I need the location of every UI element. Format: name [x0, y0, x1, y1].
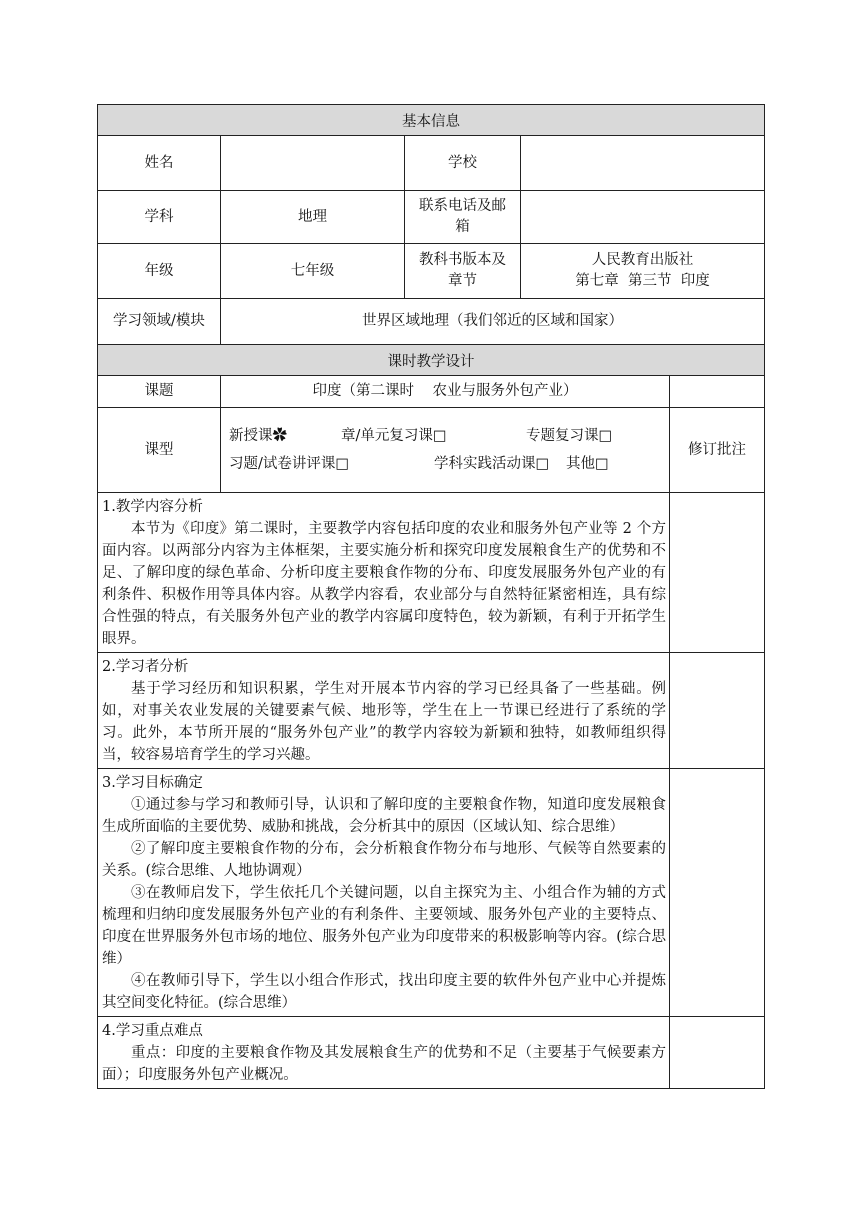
- school-label: 学校: [405, 136, 521, 191]
- domain-row: [98, 299, 765, 345]
- name-school-row: [98, 136, 765, 191]
- revision-cell[interactable]: [670, 493, 765, 653]
- learner-analysis-section: [98, 653, 670, 769]
- type-option-unit-review[interactable]: 章/单元复习课□: [341, 428, 447, 444]
- key-points-section: [98, 1017, 670, 1089]
- revision-cell[interactable]: [670, 769, 765, 1017]
- section-row-4: [98, 1017, 765, 1089]
- section-title: 2.学习者分析: [102, 659, 189, 675]
- topic-value: 印度（第二课时 农业与服务外包产业）: [221, 376, 670, 408]
- name-label: 姓名: [98, 136, 221, 191]
- section-paragraph: ②了解印度主要粮食作物的分布，会分析粮食作物分布与地形、气候等自然要素的关系。(综合思维、人地协调观）: [102, 841, 666, 879]
- revision-label: 修订批注: [670, 408, 765, 493]
- topic-blank-cell: [670, 376, 765, 408]
- subject-value: 地理: [221, 191, 405, 244]
- type-option-exercise[interactable]: 习题/试卷讲评课□: [229, 456, 350, 472]
- type-row: [98, 408, 765, 493]
- type-option-other[interactable]: 其他□: [566, 456, 609, 472]
- textbook-publisher: 人民教育出版社: [591, 252, 694, 268]
- type-option-practice[interactable]: 学科实践活动课□: [434, 456, 550, 472]
- type-option-topic-review[interactable]: 专题复习课□: [526, 428, 613, 444]
- basic-info-header: 基本信息: [98, 105, 765, 136]
- section-paragraph: 基于学习经历和知识积累，学生对开展本节内容的学习已经具备了一些基础。例如，对事关农业发展的关键要素气候、地形等，学生在上一节课已经进行了系统的学习。此外，本节所开展的“服务外包产业”的教学内容较为新颖和独特，如教师组织得当，较容易培育学生的学习兴趣。: [102, 681, 666, 763]
- basic-info-header-row: [98, 105, 765, 136]
- school-value[interactable]: [521, 136, 765, 191]
- contact-label: 联系电话及邮箱: [405, 191, 521, 244]
- section-row-2: [98, 653, 765, 769]
- content-analysis-section: [98, 493, 670, 653]
- section-row-3: [98, 769, 765, 1017]
- section-paragraph: ④在教师引导下，学生以小组合作形式，找出印度主要的软件外包产业中心并提炼其空间变化特征。(综合思维）: [102, 973, 666, 1011]
- section-paragraph: 本节为《印度》第二课时，主要教学内容包括印度的农业和服务外包产业等 2 个方面内容。以两部分内容为主体框架，主要实施分析和探究印度发展粮食生产的优势和不足、了解印度的绿色革命、分析印度主要粮食作物的分布、印度发展服务外包产业的有利条件、积极作用等具体内容。从教学内容看，农业部分与自然特征紧密相连，具有综合性强的特点，有关服务外包产业的教学内容属印度特色，较为新颖，有利于开拓学生眼界。: [102, 521, 666, 647]
- design-header: 课时教学设计: [98, 345, 765, 376]
- type-label: 课型: [98, 408, 221, 493]
- section-title: 1.教学内容分析: [102, 499, 203, 515]
- design-header-row: [98, 345, 765, 376]
- textbook-label: 教科书版本及章节: [405, 244, 521, 299]
- section-paragraph: ①通过参与学习和教师引导，认识和了解印度的主要粮食作物，知道印度发展粮食生成所面临的主要优势、威胁和挑战，会分析其中的原因（区域认知、综合思维）: [102, 797, 666, 835]
- section-title: 3.学习目标确定: [102, 775, 203, 791]
- name-value[interactable]: [221, 136, 405, 191]
- topic-label: 课题: [98, 376, 221, 408]
- subject-label: 学科: [98, 191, 221, 244]
- subject-contact-row: [98, 191, 765, 244]
- contact-value[interactable]: [521, 191, 765, 244]
- section-title: 4.学习重点难点: [102, 1023, 203, 1039]
- grade-label: 年级: [98, 244, 221, 299]
- domain-label: 学习领域/模块: [98, 299, 221, 345]
- lesson-plan-table: [97, 104, 765, 1089]
- textbook-chapter: 第七章 第三节 印度: [575, 273, 710, 289]
- type-option-new[interactable]: 新授课✿: [229, 428, 287, 444]
- type-options-row-1: [221, 422, 669, 450]
- grade-textbook-row: [98, 244, 765, 299]
- section-row-1: [98, 493, 765, 653]
- topic-row: [98, 376, 765, 408]
- revision-cell[interactable]: [670, 653, 765, 769]
- learning-goals-section: [98, 769, 670, 1017]
- type-options-row-2: [221, 450, 669, 478]
- section-paragraph: ③在教师启发下，学生依托几个关键问题，以自主探究为主、小组合作为辅的方式梳理和归纳印度发展服务外包产业的有利条件、主要领域、服务外包产业的主要特点、印度在世界服务外包市场的地位、服务外包产业为印度带来的积极影响等内容。(综合思维）: [102, 885, 666, 967]
- textbook-value: [521, 244, 765, 299]
- revision-cell[interactable]: [670, 1017, 765, 1089]
- domain-value: 世界区域地理（我们邻近的区域和国家）: [221, 299, 765, 345]
- section-paragraph: 重点：印度的主要粮食作物及其发展粮食生产的优势和不足（主要基于气候要素方面）；印度服务外包产业概况。: [102, 1045, 666, 1083]
- type-options: [221, 408, 670, 493]
- grade-value: 七年级: [221, 244, 405, 299]
